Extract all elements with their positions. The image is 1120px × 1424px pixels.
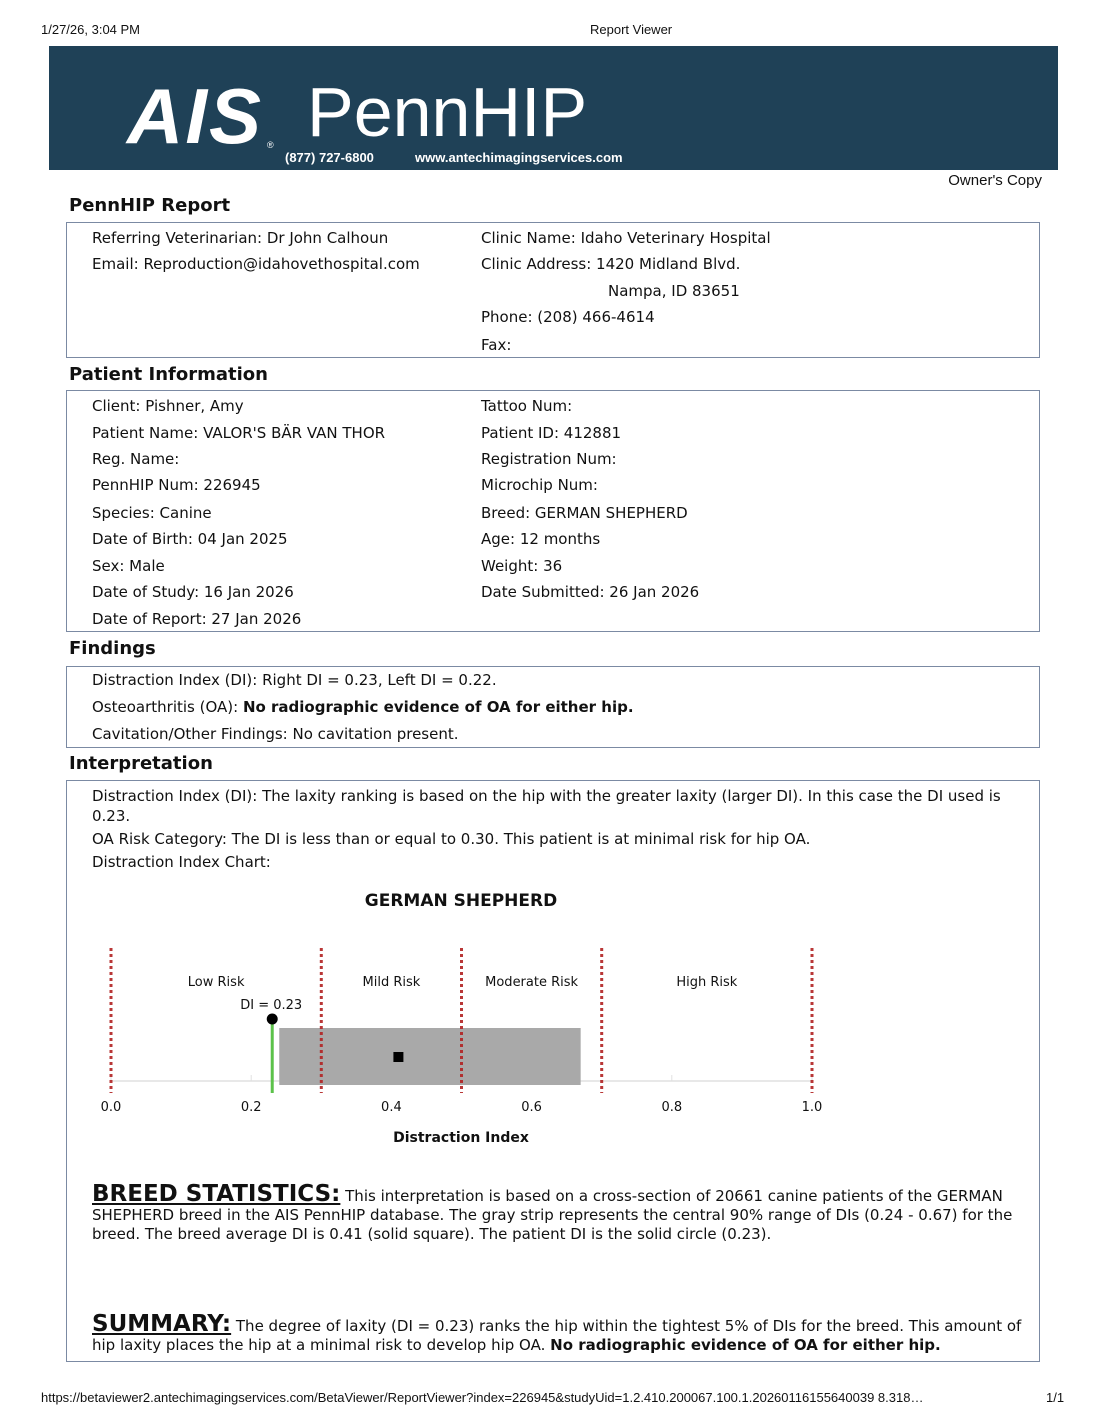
breed-statistics-text: This interpretation is based on a cross-section of 20661 canine patients of the GERMAN SHEPHERD breed in the AIS PennHIP database. The gray strip represents the central 90% range of DIs (0.24 - 0.67) for the breed. The breed average DI is 0.41 (solid square). The patient DI is the solid circle (0.23).: [92, 1187, 1013, 1243]
interp-di-line2: 0.23.: [92, 807, 131, 825]
patient-field-left: PennHIP Num: 226945: [92, 476, 261, 494]
interp-chart-label: Distraction Index Chart:: [92, 853, 271, 871]
patient-di-label: DI = 0.23: [240, 998, 303, 1013]
chart-title: GERMAN SHEPHERD: [364, 891, 558, 911]
print-datetime: 1/27/26, 3:04 PM: [41, 22, 141, 37]
section-title-interpretation: Interpretation: [69, 753, 213, 774]
clinic-fax: Fax:: [481, 336, 512, 354]
patient-field-right: Microchip Num:: [481, 476, 598, 494]
chart-x-axis-label: Distraction Index: [393, 1130, 529, 1146]
x-tick-label: 0.8: [661, 1100, 683, 1115]
registered-mark: ®: [267, 140, 274, 150]
patient-field-left: Species: Canine: [92, 504, 212, 522]
clinic-phone: Phone: (208) 466-4614: [481, 308, 655, 326]
print-url: https://betaviewer2.antechimagingservices.com/BetaViewer/ReportViewer?index=226945&studyUid=1.2.410.200067.100.1.20260116155640039 8.318…: [41, 1390, 924, 1405]
section-title-findings: Findings: [69, 638, 156, 659]
patient-field-left: Sex: Male: [92, 557, 165, 575]
interp-oa-risk: OA Risk Category: The DI is less than or equal to 0.30. This patient is at minimal risk for hip OA.: [92, 830, 811, 848]
patient-field-left: Patient Name: VALOR'S BÄR VAN THOR: [92, 424, 386, 442]
patient-field-right: Breed: GERMAN SHEPHERD: [481, 504, 688, 522]
summary-bold: No radiographic evidence of OA for either hip.: [550, 1336, 941, 1354]
clinic-address-line2: Nampa, ID 83651: [608, 282, 740, 300]
breed-range-strip: [279, 1028, 580, 1085]
banner-phone: (877) 727-6800: [285, 150, 374, 165]
patient-field-left: Reg. Name:: [92, 450, 180, 468]
patient-field-right: Weight: 36: [481, 557, 563, 575]
x-tick-label: 0.0: [100, 1100, 122, 1115]
distraction-index-chart: [90, 880, 850, 1155]
risk-zone-label: Low Risk: [187, 975, 245, 990]
copy-label: Owner's Copy: [948, 172, 1042, 189]
findings-cavitation: Cavitation/Other Findings: No cavitation present.: [92, 725, 459, 743]
findings-di: Distraction Index (DI): Right DI = 0.23, Left DI = 0.22.: [92, 671, 497, 689]
patient-field-left: Date of Birth: 04 Jan 2025: [92, 530, 288, 548]
patient-field-right: Patient ID: 412881: [481, 424, 622, 442]
email: Email: Reproduction@idahovethospital.com: [92, 255, 420, 273]
banner-website: www.antechimagingservices.com: [415, 150, 623, 165]
summary-heading: SUMMARY:: [92, 1311, 232, 1337]
summary: [92, 1311, 1022, 1355]
risk-zone-label: High Risk: [676, 975, 738, 990]
print-page-count: 1/1: [1046, 1390, 1065, 1405]
patient-field-left: Client: Pishner, Amy: [92, 397, 244, 415]
breed-statistics-heading: BREED STATISTICS:: [92, 1181, 341, 1207]
risk-zone-label: Moderate Risk: [485, 975, 579, 990]
x-tick-label: 0.2: [240, 1100, 262, 1115]
interp-di-line1: Distraction Index (DI): The laxity ranking is based on the hip with the greater laxity (larger DI). In this case the DI used is: [92, 787, 1001, 805]
clinic-name: Clinic Name: Idaho Veterinary Hospital: [481, 229, 771, 247]
oa-value: No radiographic evidence of OA for either hip.: [242, 698, 634, 716]
patient-field-left: Date of Study: 16 Jan 2026: [92, 583, 294, 601]
patient-di-marker: [267, 1014, 278, 1025]
oa-label: Osteoarthritis (OA):: [92, 698, 243, 716]
section-title-report: PennHIP Report: [69, 195, 231, 216]
referring-vet: Referring Veterinarian: Dr John Calhoun: [92, 229, 389, 247]
x-tick-label: 1.0: [801, 1100, 823, 1115]
ais-pennhip-banner: [49, 46, 1058, 170]
x-tick-label: 0.6: [521, 1100, 542, 1115]
patient-field-left: Date of Report: 27 Jan 2026: [92, 610, 302, 628]
clinic-address: Clinic Address: 1420 Midland Blvd.: [481, 255, 741, 273]
print-title: Report Viewer: [590, 22, 673, 37]
patient-field-right: Registration Num:: [481, 450, 617, 468]
x-tick-label: 0.4: [381, 1100, 402, 1115]
summary-text: The degree of laxity (DI = 0.23) ranks the hip within the tightest 5% of DIs for the breed. This amount of hip laxity places the hip at a minimal risk to develop hip OA.: [92, 1317, 1022, 1354]
findings-oa: [92, 698, 634, 716]
breed-statistics: [92, 1181, 1022, 1244]
breed-average-marker: [393, 1052, 403, 1062]
risk-zone-label: Mild Risk: [362, 975, 421, 990]
patient-field-right: Date Submitted: 26 Jan 2026: [481, 583, 700, 601]
ais-logo: AIS: [127, 72, 264, 160]
patient-field-right: Tattoo Num:: [481, 397, 573, 415]
section-title-patient: Patient Information: [69, 364, 268, 385]
patient-field-right: Age: 12 months: [481, 530, 601, 548]
pennhip-logo: PennHIP: [307, 73, 588, 151]
